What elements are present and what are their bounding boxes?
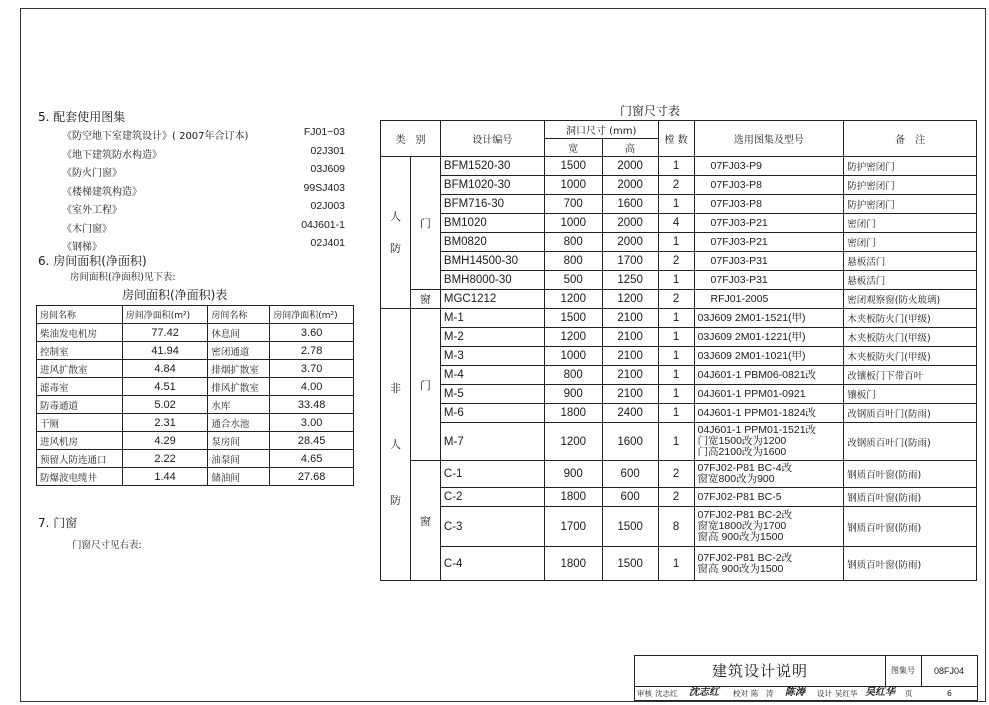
area-row bbox=[37, 324, 354, 342]
remark-value: 密闭门 bbox=[844, 233, 977, 252]
reference-code: 02J003 bbox=[310, 200, 345, 212]
header-count: 樘 数 bbox=[658, 121, 694, 157]
height-value: 2000 bbox=[602, 214, 658, 233]
area-row bbox=[37, 342, 354, 360]
count-value: 1 bbox=[658, 385, 694, 404]
width-value: 1800 bbox=[544, 547, 602, 581]
height-value: 2000 bbox=[602, 157, 658, 176]
remark-value: 悬板活门 bbox=[844, 271, 977, 290]
group-civil: 人 防 bbox=[381, 157, 411, 309]
reference-code: 03J609 bbox=[310, 163, 345, 175]
room-name: 进风机房 bbox=[37, 432, 123, 450]
reference-name: 《防空地下室建筑设计》( 2007年合订本) bbox=[62, 131, 249, 142]
header-width: 宽 bbox=[544, 139, 602, 157]
reference-name: 《木门窗》 bbox=[62, 223, 112, 235]
model-value: 03J609 2M01-1521(甲) bbox=[694, 309, 844, 328]
model-value: 07FJ03-P9 bbox=[694, 157, 844, 176]
height-value: 2100 bbox=[602, 328, 658, 347]
count-value: 1 bbox=[658, 547, 694, 581]
reference-code: 02J301 bbox=[310, 144, 345, 157]
area-row bbox=[37, 414, 354, 432]
remark-value: 防护密闭门 bbox=[844, 157, 977, 176]
header-remark: 备 注 bbox=[844, 121, 977, 157]
room-name: 滤毒室 bbox=[37, 378, 123, 396]
design-no: M-4 bbox=[440, 366, 544, 385]
room-name: 油泵间 bbox=[208, 450, 270, 468]
model-value: 07FJ02-P81 BC-2改 窗宽1800改为1700 窗高 900改为1500 bbox=[694, 507, 844, 547]
count-value: 2 bbox=[658, 290, 694, 309]
room-name: 排风扩散室 bbox=[208, 378, 270, 396]
table-row bbox=[381, 328, 977, 347]
room-area: 1.44 bbox=[122, 468, 208, 486]
check-label: 校对 bbox=[733, 689, 748, 698]
header-room-area: 房间净面积(m²) bbox=[270, 306, 354, 324]
reference-name: 《室外工程》 bbox=[62, 205, 122, 216]
table-row bbox=[381, 347, 977, 366]
width-value: 900 bbox=[544, 385, 602, 404]
height-value: 1600 bbox=[602, 423, 658, 461]
design-no: C-4 bbox=[440, 547, 544, 581]
set-label: 图集号 bbox=[885, 656, 922, 686]
width-value: 1500 bbox=[544, 309, 602, 328]
door-window-table bbox=[380, 120, 977, 581]
room-name: 休息间 bbox=[208, 324, 270, 342]
checker-name: 陈 涛 bbox=[751, 689, 774, 698]
table-row bbox=[381, 214, 977, 233]
count-value: 2 bbox=[658, 176, 694, 195]
header-model: 选用图集及型号 bbox=[694, 121, 844, 157]
count-value: 2 bbox=[658, 488, 694, 507]
table-row bbox=[381, 157, 977, 176]
count-value: 1 bbox=[658, 157, 694, 176]
model-value: 04J601-1 PBM06-0821改 bbox=[694, 366, 844, 385]
count-value: 2 bbox=[658, 461, 694, 488]
width-value: 1000 bbox=[544, 347, 602, 366]
design-no: BFM1020-30 bbox=[440, 176, 544, 195]
design-no: MGC1212 bbox=[440, 290, 544, 309]
reference-name: 《楼梯建筑构造》 bbox=[62, 186, 142, 198]
width-value: 800 bbox=[544, 252, 602, 271]
room-area: 3.00 bbox=[270, 414, 354, 432]
table-row bbox=[381, 423, 977, 461]
table-row bbox=[381, 366, 977, 385]
reference-name: 《地下建筑防水构造》 bbox=[62, 149, 162, 161]
table-row bbox=[381, 461, 977, 488]
model-value: 04J601-1 PPM01-1824改 bbox=[694, 404, 844, 423]
door-table-title: 门窗尺寸表 bbox=[620, 104, 681, 118]
area-row bbox=[37, 378, 354, 396]
height-value: 1250 bbox=[602, 271, 658, 290]
header-height: 高 bbox=[602, 139, 658, 157]
design-no: M-2 bbox=[440, 328, 544, 347]
count-value: 1 bbox=[658, 271, 694, 290]
count-value: 1 bbox=[658, 328, 694, 347]
model-value: 04J601-1 PPM01-1521改 门宽1500改为1200 门高2100改为1600 bbox=[694, 423, 844, 461]
area-row bbox=[37, 450, 354, 468]
remark-value: 改钢质百叶门(防雨) bbox=[844, 423, 977, 461]
remark-value: 防护密闭门 bbox=[844, 195, 977, 214]
room-name: 干厕 bbox=[37, 414, 123, 432]
height-value: 600 bbox=[602, 488, 658, 507]
height-value: 1200 bbox=[602, 290, 658, 309]
header-room-name: 房间名称 bbox=[37, 306, 123, 324]
height-value: 2400 bbox=[602, 404, 658, 423]
sub-door: 门 bbox=[410, 157, 440, 290]
remark-value: 木夹板防火门(甲级) bbox=[844, 347, 977, 366]
height-value: 2000 bbox=[602, 176, 658, 195]
room-area: 4.51 bbox=[122, 378, 208, 396]
reference-code: 02J401 bbox=[310, 237, 345, 249]
room-name: 通合水池 bbox=[208, 414, 270, 432]
width-value: 1800 bbox=[544, 488, 602, 507]
count-value: 2 bbox=[658, 252, 694, 271]
room-name: 柴油发电机房 bbox=[37, 324, 123, 342]
table-row bbox=[381, 271, 977, 290]
room-area: 4.65 bbox=[270, 450, 354, 468]
room-area: 3.70 bbox=[270, 360, 354, 378]
width-value: 1000 bbox=[544, 176, 602, 195]
room-area: 2.31 bbox=[122, 414, 208, 432]
height-value: 1700 bbox=[602, 252, 658, 271]
remark-value: 木夹板防火门(甲级) bbox=[844, 328, 977, 347]
room-name: 预留人防连通口 bbox=[37, 450, 123, 468]
model-value: 07FJ02-P81 BC-2改 窗高 900改为1500 bbox=[694, 547, 844, 581]
section-5-heading: 5. 配套使用图集 bbox=[38, 110, 126, 124]
model-value: 07FJ03-P21 bbox=[694, 214, 844, 233]
area-table-title: 房间面积(净面积)表 bbox=[122, 288, 228, 302]
remark-value: 木夹板防火门(甲级) bbox=[844, 309, 977, 328]
room-area: 5.02 bbox=[122, 396, 208, 414]
design-no: M-6 bbox=[440, 404, 544, 423]
header-room-name: 房间名称 bbox=[208, 306, 270, 324]
page-label: 页 bbox=[905, 689, 913, 698]
room-name: 泵房间 bbox=[208, 432, 270, 450]
room-area: 3.60 bbox=[270, 324, 354, 342]
area-row bbox=[37, 432, 354, 450]
table-row bbox=[381, 547, 977, 581]
sub-door: 门 bbox=[410, 309, 440, 461]
table-row bbox=[381, 309, 977, 328]
design-no: M-7 bbox=[440, 423, 544, 461]
count-value: 8 bbox=[658, 507, 694, 547]
count-value: 1 bbox=[658, 366, 694, 385]
room-area: 77.42 bbox=[122, 324, 208, 342]
header-opening-size: 洞口尺寸 (mm) bbox=[544, 121, 658, 139]
area-table-header bbox=[37, 306, 354, 324]
count-value: 1 bbox=[658, 347, 694, 366]
height-value: 2100 bbox=[602, 385, 658, 404]
model-value: 07FJ03-P8 bbox=[694, 195, 844, 214]
height-value: 2100 bbox=[602, 366, 658, 385]
design-no: BFM1520-30 bbox=[440, 157, 544, 176]
width-value: 1700 bbox=[544, 507, 602, 547]
room-area: 27.68 bbox=[270, 468, 354, 486]
width-value: 1200 bbox=[544, 290, 602, 309]
count-value: 1 bbox=[658, 233, 694, 252]
design-no: C-2 bbox=[440, 488, 544, 507]
width-value: 1200 bbox=[544, 423, 602, 461]
room-name: 水库 bbox=[208, 396, 270, 414]
width-value: 900 bbox=[544, 461, 602, 488]
checker-signature: 陈涛 bbox=[785, 687, 805, 698]
remark-value: 改镶板门下带百叶 bbox=[844, 366, 977, 385]
model-value: 07FJ03-P8 bbox=[694, 176, 844, 195]
room-name: 控制室 bbox=[37, 342, 123, 360]
room-area: 2.22 bbox=[122, 450, 208, 468]
header-category: 类 别 bbox=[381, 121, 441, 157]
design-no: M-5 bbox=[440, 385, 544, 404]
page-number: 6 bbox=[947, 689, 952, 698]
model-value: 07FJ03-P21 bbox=[694, 233, 844, 252]
designer-name: 吴红华 bbox=[835, 689, 858, 698]
reference-code: 99SJ403 bbox=[303, 181, 345, 194]
width-value: 700 bbox=[544, 195, 602, 214]
drawing-title: 建筑设计说明 bbox=[635, 656, 886, 686]
width-value: 800 bbox=[544, 233, 602, 252]
width-value: 1200 bbox=[544, 328, 602, 347]
model-value: 04J601-1 PPM01-0921 bbox=[694, 385, 844, 404]
remark-value: 钢质百叶窗(防雨) bbox=[844, 547, 977, 581]
height-value: 2100 bbox=[602, 347, 658, 366]
reviewer-signature: 沈志红 bbox=[689, 687, 719, 698]
table-row bbox=[381, 195, 977, 214]
height-value: 1600 bbox=[602, 195, 658, 214]
height-value: 2100 bbox=[602, 309, 658, 328]
table-row bbox=[381, 233, 977, 252]
table-row bbox=[381, 385, 977, 404]
room-area: 33.48 bbox=[270, 396, 354, 414]
count-value: 1 bbox=[658, 309, 694, 328]
section-6-heading: 6. 房间面积(净面积) bbox=[38, 254, 147, 268]
set-number: 08FJ04 bbox=[933, 666, 965, 676]
area-row bbox=[37, 468, 354, 486]
room-name: 防爆波电缆井 bbox=[37, 468, 123, 486]
area-row bbox=[37, 360, 354, 378]
reference-name: 《防火门窗》 bbox=[62, 168, 122, 179]
room-name: 储油间 bbox=[208, 468, 270, 486]
design-no: BM0820 bbox=[440, 233, 544, 252]
door-note: 门窗尺寸见右表: bbox=[72, 540, 142, 551]
room-name: 密闭通道 bbox=[208, 342, 270, 360]
design-no: C-1 bbox=[440, 461, 544, 488]
room-area: 41.94 bbox=[122, 342, 208, 360]
width-value: 1800 bbox=[544, 404, 602, 423]
room-area: 4.84 bbox=[122, 360, 208, 378]
remark-value: 改钢质百叶门(防雨) bbox=[844, 404, 977, 423]
room-name: 进风扩散室 bbox=[37, 360, 123, 378]
table-row bbox=[381, 488, 977, 507]
width-value: 500 bbox=[544, 271, 602, 290]
height-value: 1500 bbox=[602, 507, 658, 547]
count-value: 1 bbox=[658, 195, 694, 214]
design-no: BFM716-30 bbox=[440, 195, 544, 214]
model-value: 07FJ02-P81 BC-5 bbox=[694, 488, 844, 507]
remark-value: 镶板门 bbox=[844, 385, 977, 404]
header-design-no: 设计编号 bbox=[440, 121, 544, 157]
group-noncivil: 非 人 防 bbox=[381, 309, 411, 581]
area-row bbox=[37, 396, 354, 414]
table-row bbox=[381, 290, 977, 309]
model-value: 07FJ03-P31 bbox=[694, 271, 844, 290]
room-name: 防毒通道 bbox=[37, 396, 123, 414]
review-label: 审核 bbox=[637, 689, 652, 698]
section-7-heading: 7. 门窗 bbox=[38, 516, 78, 530]
count-value: 1 bbox=[658, 404, 694, 423]
width-value: 800 bbox=[544, 366, 602, 385]
sub-window: 窗 bbox=[410, 461, 440, 581]
room-area: 28.45 bbox=[270, 432, 354, 450]
model-value: RFJ01-2005 bbox=[694, 290, 844, 309]
table-row bbox=[381, 176, 977, 195]
table-row bbox=[381, 507, 977, 547]
height-value: 600 bbox=[602, 461, 658, 488]
reference-code: FJ01~03 bbox=[303, 126, 345, 138]
remark-value: 钢质百叶窗(防雨) bbox=[844, 507, 977, 547]
sub-window: 窗 bbox=[410, 290, 440, 309]
reference-name: 《钢梯》 bbox=[62, 242, 102, 253]
table-row bbox=[381, 404, 977, 423]
design-no: M-1 bbox=[440, 309, 544, 328]
count-value: 4 bbox=[658, 214, 694, 233]
header-room-area: 房间净面积(m²) bbox=[122, 306, 208, 324]
room-area: 2.78 bbox=[270, 342, 354, 360]
area-note: 房间面积(净面积)见下表: bbox=[70, 272, 176, 283]
remark-value: 防护密闭门 bbox=[844, 176, 977, 195]
room-name: 排烟扩散室 bbox=[208, 360, 270, 378]
design-no: BMH8000-30 bbox=[440, 271, 544, 290]
remark-value: 悬板活门 bbox=[844, 252, 977, 271]
remark-value: 密闭观察窗(防火玻璃) bbox=[844, 290, 977, 309]
table-row bbox=[381, 252, 977, 271]
room-area: 4.00 bbox=[270, 378, 354, 396]
remark-value: 钢质百叶窗(防雨) bbox=[844, 461, 977, 488]
model-value: 03J609 2M01-1221(甲) bbox=[694, 328, 844, 347]
room-area: 4.29 bbox=[122, 432, 208, 450]
count-value: 1 bbox=[658, 423, 694, 461]
design-no: C-3 bbox=[440, 507, 544, 547]
remark-value: 钢质百叶窗(防雨) bbox=[844, 488, 977, 507]
reference-code: 04J601-1 bbox=[301, 218, 345, 231]
height-value: 2000 bbox=[602, 233, 658, 252]
design-no: BMH14500-30 bbox=[440, 252, 544, 271]
design-label: 设计 bbox=[817, 689, 832, 698]
model-value: 07FJ02-P81 BC-4改 窗宽800改为900 bbox=[694, 461, 844, 488]
width-value: 1500 bbox=[544, 157, 602, 176]
design-no: M-3 bbox=[440, 347, 544, 366]
height-value: 1500 bbox=[602, 547, 658, 581]
model-value: 07FJ03-P31 bbox=[694, 252, 844, 271]
title-block bbox=[634, 655, 978, 701]
model-value: 03J609 2M01-1021(甲) bbox=[694, 347, 844, 366]
remark-value: 密闭门 bbox=[844, 214, 977, 233]
designer-signature: 吴红华 bbox=[865, 687, 895, 698]
design-no: BM1020 bbox=[440, 214, 544, 233]
width-value: 1000 bbox=[544, 214, 602, 233]
reviewer-name: 沈志红 bbox=[655, 689, 678, 698]
area-table bbox=[36, 305, 354, 486]
